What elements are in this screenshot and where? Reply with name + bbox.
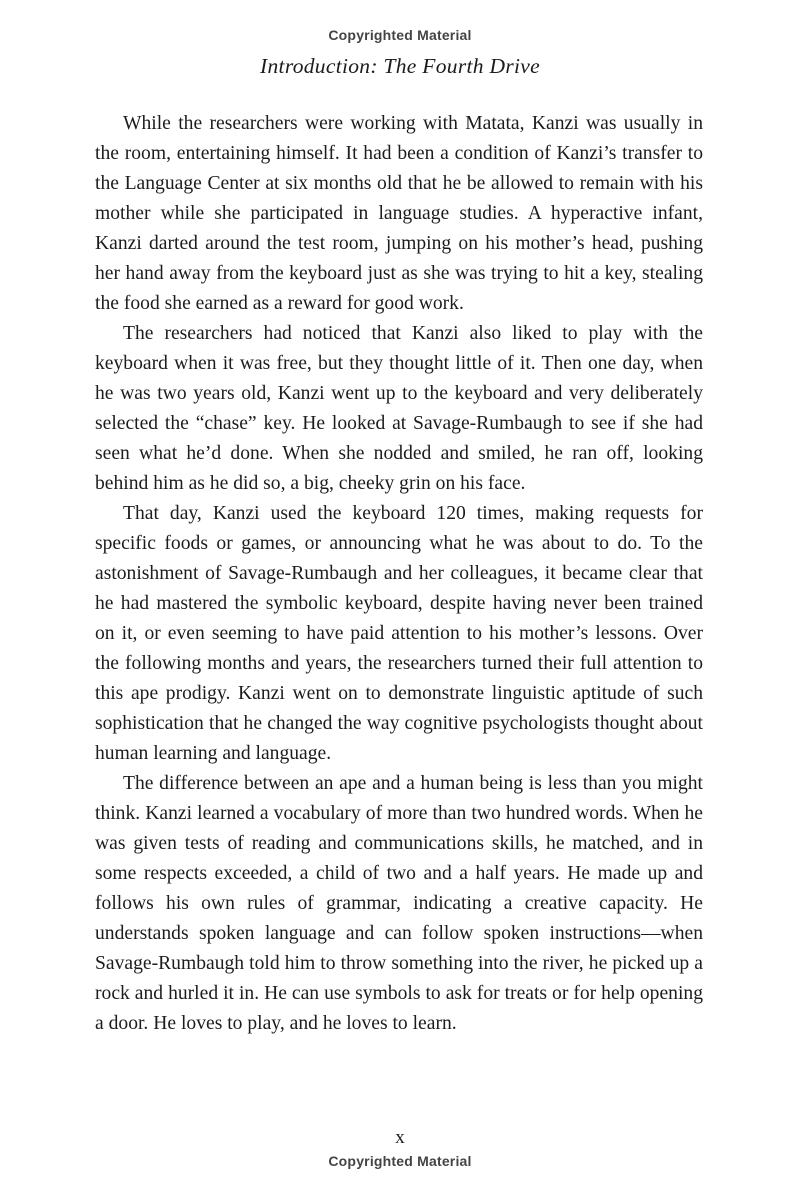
body-text: [95, 109, 703, 1039]
paragraph-2: The researchers had noticed that Kanzi also liked to play with the keyboard when it was free, but they thought little of it. Then one day, when he was two years old, Kanzi went up to the keyboard and very deliberately selected the “chase” key. He looked at Savage-Rumbaugh to see if she had seen what he’d done. When she nodded and smiled, he ran off, looking behind him as he did so, a big, cheeky grin on his face.: [95, 323, 703, 494]
copyright-watermark-bottom: Copyrighted Material: [328, 1153, 472, 1169]
page-number: x: [395, 1127, 405, 1148]
running-head: Introduction: The Fourth Drive: [260, 54, 540, 78]
paragraph-3: That day, Kanzi used the keyboard 120 times, making requests for specific foods or games, or announcing what he was about to do. To the astonishment of Savage-Rumbaugh and her colleagues, it became clear that he had mastered the symbolic keyboard, despite having never been trained on it, or even seeming to have paid attention to his mother’s lessons. Over the following months and years, the researchers turned their full attention to this ape prodigy. Kanzi went on to demonstrate linguistic aptitude of such sophistication that he changed the way cognitive psychologists thought about human learning and language.: [95, 503, 703, 764]
copyright-watermark-top: Copyrighted Material: [328, 27, 472, 43]
paragraph-4: The difference between an ape and a human being is less than you might think. Kanzi learned a vocabulary of more than two hundred words. When he was given tests of reading and communications skills, he matched, and in some respects exceeded, a child of two and a half years. He made up and follows his own rules of grammar, indicating a creative capacity. He understands spoken language and can follow spoken instructions—when Savage-Rumbaugh told him to throw something into the river, he picked up a rock and hurled it in. He can use symbols to ask for treats or for help opening a door. He loves to play, and he loves to learn.: [95, 773, 703, 1034]
paragraph-1: While the researchers were working with Matata, Kanzi was usually in the room, entertaining himself. It had been a condition of Kanzi’s transfer to the Language Center at six months old that he be allowed to remain with his mother while she participated in language studies. A hyperactive infant, Kanzi darted around the test room, jumping on his mother’s head, pushing her hand away from the keyboard just as she was trying to hit a key, stealing the food she earned as a reward for good work.: [95, 113, 703, 314]
